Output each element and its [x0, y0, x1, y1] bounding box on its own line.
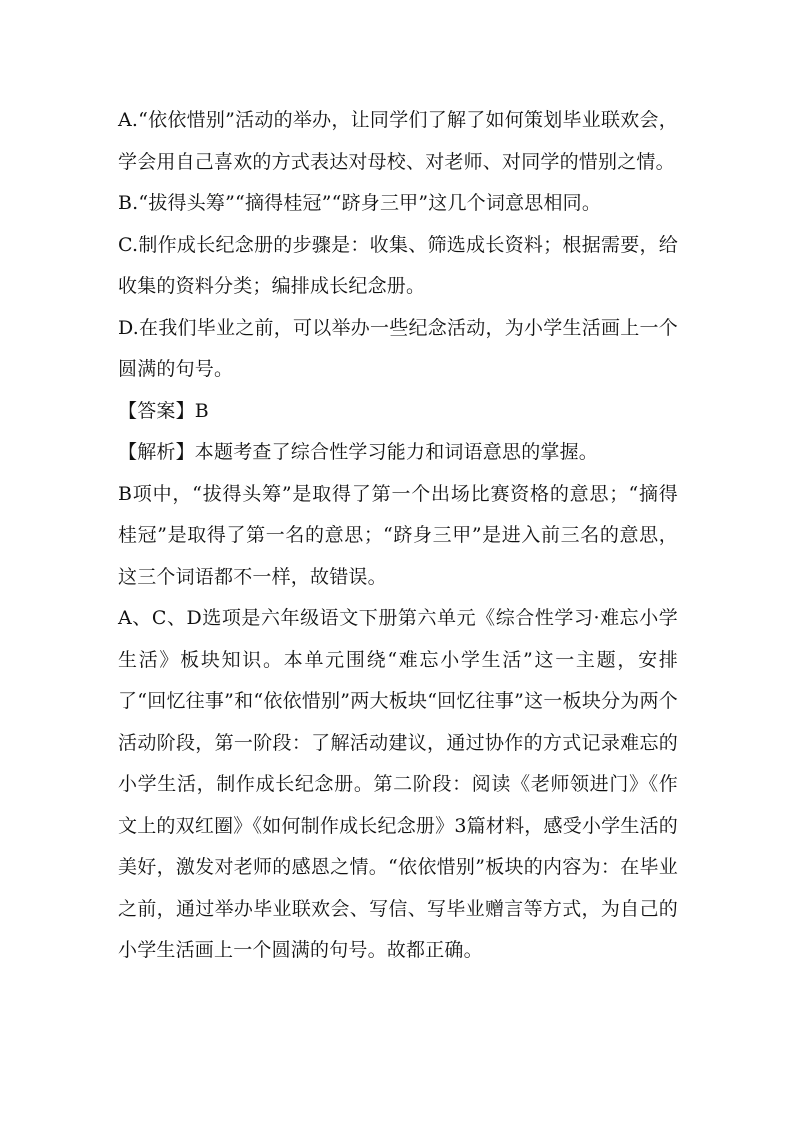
option-d-text: D.在我们毕业之前，可以举办一些纪念活动，为小学生活画上一个圆满的句号。 [118, 316, 678, 380]
option-a-text: A.“依依惜别”活动的举办，让同学们了解了如何策划毕业联欢会，学会用自己喜欢的方式表达对母校、对老师、对同学的惜别之情。 [118, 109, 678, 173]
analysis-heading: 【解析】本题考查了综合性学习能力和词语意思的掌握。 [118, 441, 599, 463]
option-b-text: B.“拔得头筹”“摘得桂冠”“跻身三甲”这几个词意思相同。 [118, 192, 602, 214]
document-body [118, 100, 678, 972]
answer-line: 【答案】B [118, 399, 209, 422]
analysis-paragraph-acd: A、C、D选项是六年级语文下册第六单元《综合性学习·难忘小学生活》板块知识。本单元围绕“难忘小学生活”这一主题，安排了“回忆往事”和“依依惜别”两大板块“回忆往事”这一板块分为两个活动阶段，第一阶段：了解活动建议，通过协作的方式记录难忘的小学生活，制作成长纪念册。第二阶段：阅读《老师领进门》《作文上的双红圈》《如何制作成长纪念册》3篇材料，感受小学生活的美好，激发对老师的感恩之情。“依依惜别”板块的内容为：在毕业之前，通过举办毕业联欢会、写信、写毕业赠言等方式，为自己的小学生活画上一个圆满的句号。故都正确。 [118, 607, 678, 961]
analysis-paragraph-b: B项中，“拔得头筹”是取得了第一个出场比赛资格的意思；“摘得桂冠”是取得了第一名的意思；“跻身三甲”是进入前三名的意思，这三个词语都不一样，故错误。 [118, 482, 678, 588]
option-c-text: C.制作成长纪念册的步骤是：收集、筛选成长资料；根据需要，给收集的资料分类；编排成长纪念册。 [118, 233, 678, 297]
